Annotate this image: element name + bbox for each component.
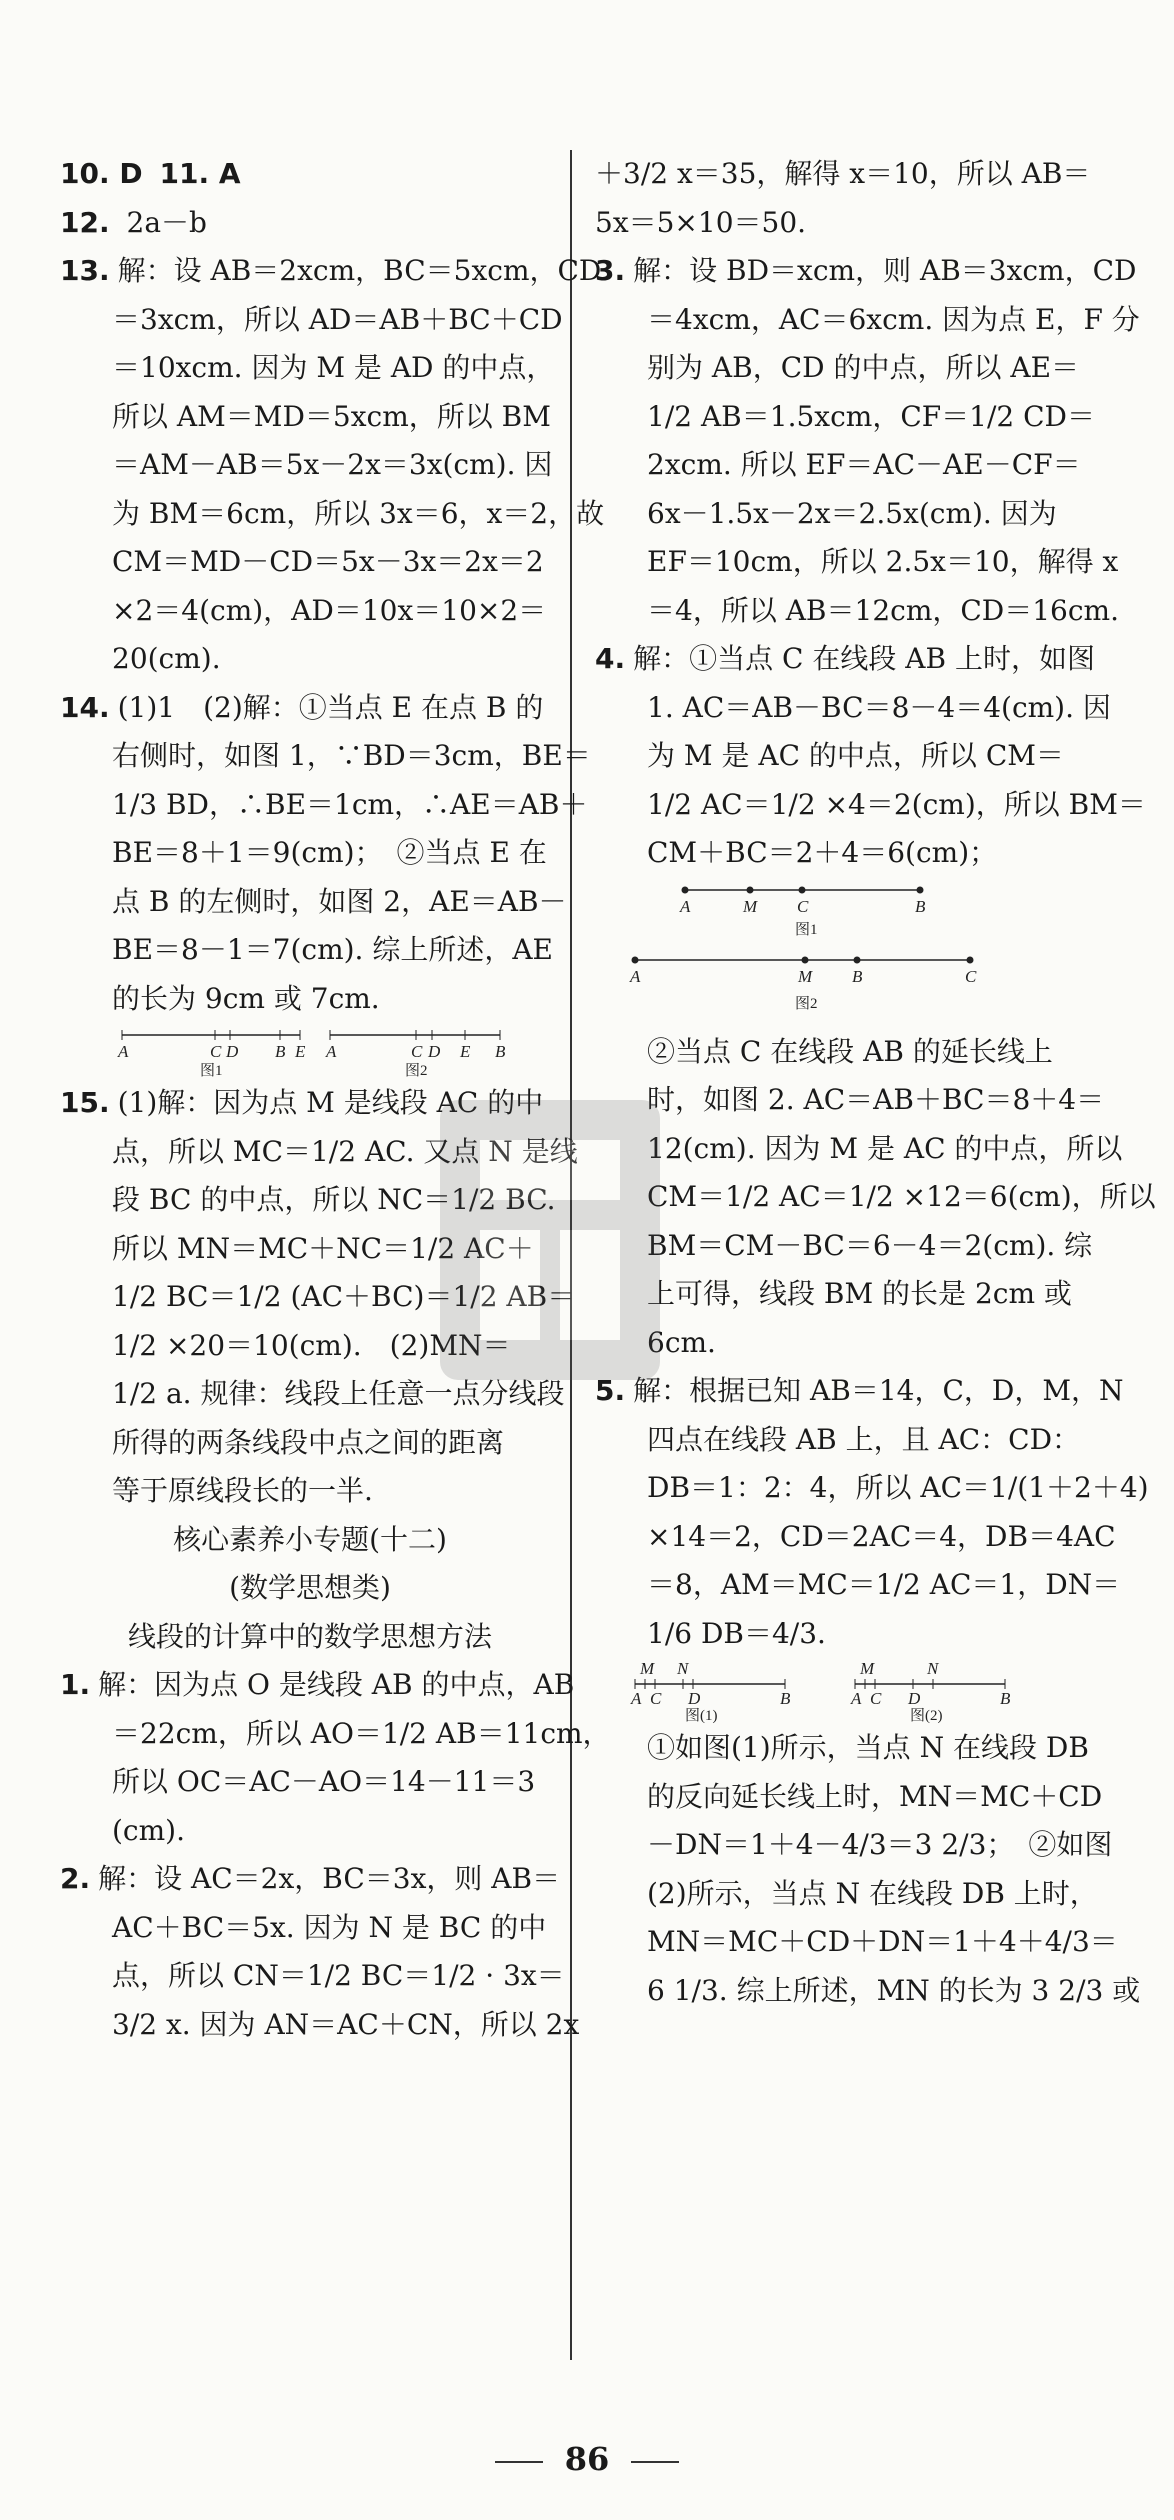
special-5-line: 解：根据已知 AB＝14，C，D，M，N <box>633 1374 1124 1407</box>
answer-14-number: 14. <box>60 690 110 724</box>
special-5-line: ＝8，AM＝MC＝1/2 AC＝1，DN＝ <box>647 1568 1121 1601</box>
section-heading <box>60 1516 560 1662</box>
answer-11: 11. A <box>159 157 241 190</box>
fig4-2-label: A <box>630 966 641 986</box>
answer-13-line: 为 BM＝6cm，所以 3x＝6，x＝2，故 <box>112 496 605 530</box>
answer-13-line: 20(cm). <box>112 642 221 675</box>
fig5-1-label: B <box>780 1689 791 1708</box>
answer-13-line: 解：设 AB＝2xcm，BC＝5xcm，CD <box>117 254 602 287</box>
special-2-line: 3/2 x. 因为 AN＝AC＋CN，所以 2x <box>112 2007 580 2041</box>
answer-13-line: ＝3xcm，所以 AD＝AB＋BC＋CD <box>112 302 563 336</box>
answer-14-line: 点 B 的左侧时，如图 2，AE＝AB－ <box>112 884 567 918</box>
answer-13 <box>60 247 605 684</box>
fig5-2-label-top: N <box>927 1659 939 1678</box>
answer-15-line: 所以 MN＝MC＋NC＝1/2 AC＋ <box>112 1231 534 1265</box>
special-1-line: 所以 OC＝AC－AO＝14－11＝3 <box>112 1765 536 1798</box>
fig5-2-label: A <box>851 1689 862 1708</box>
fig5-1-label: C <box>650 1689 662 1708</box>
answer-14-line: 1/3 BD，∴BE＝1cm，∴AE＝AB＋ <box>112 787 588 821</box>
answer-14 <box>60 684 591 1024</box>
fig4-2-caption: 图2 <box>795 995 818 1012</box>
answer-15-number: 15. <box>60 1086 110 1119</box>
special-5-line: 1/6 DB＝4/3. <box>647 1616 826 1650</box>
fig14-1-label: A <box>118 1042 129 1061</box>
special-4-cont-line: BM＝CM－BC＝6－4＝2(cm). 综 <box>647 1228 1093 1262</box>
fig4-1-label: M <box>743 896 758 916</box>
figure-14 <box>60 1023 510 1079</box>
special-2-cont-line: 5x＝5×10＝50. <box>595 205 807 239</box>
answer-10: 10. D <box>60 157 143 190</box>
special-4-cont-line: 时，如图 2. AC＝AB＋BC＝8＋4＝ <box>647 1083 1105 1116</box>
special-4-number: 4. <box>595 642 626 675</box>
fig14-1-label: E <box>295 1042 306 1061</box>
special-2-line: AC＋BC＝5x. 因为 N 是 BC 的中 <box>112 1910 547 1944</box>
page-number: 86 <box>564 2440 610 2478</box>
special-4-cont-line: ②当点 C 在线段 AB 的延长线上 <box>647 1034 1053 1068</box>
fig5-2-caption: 图(2) <box>910 1708 943 1724</box>
answer-13-number: 13. <box>60 254 110 287</box>
answer-10-11 <box>60 150 560 199</box>
special-answer-2 <box>60 1855 580 2049</box>
special-2-number: 2. <box>60 1862 91 1895</box>
answer-15-line: 1/2 a. 规律：线段上任意一点分线段 <box>112 1377 565 1410</box>
answer-15-line: 1/2 BC＝1/2 (AC＋BC)＝1/2 AB＝ <box>112 1280 576 1313</box>
answer-12-text: 2a－b <box>126 205 207 239</box>
fig5-1-label: A <box>631 1689 642 1708</box>
answer-13-line: ＝AM－AB＝5x－2x＝3x(cm). 因 <box>112 448 553 481</box>
fig14-1-label: D <box>226 1042 239 1061</box>
figure-5 <box>595 1658 1070 1724</box>
answer-12-number: 12. <box>60 205 110 239</box>
section-title: 核心素养小专题(十二) <box>173 1522 447 1556</box>
answer-13-line: 所以 AM＝MD＝5xcm，所以 BM <box>112 399 551 433</box>
special-answer-2-continued <box>595 150 1091 247</box>
special-answer-5 <box>595 1367 1149 1658</box>
watermark-stamp <box>420 1080 680 1400</box>
answer-13-line: ×2＝4(cm)，AD＝10x＝10×2＝ <box>112 593 547 627</box>
answer-15-line: 所得的两条线段中点之间的距离 <box>112 1425 505 1459</box>
section-topic: 线段的计算中的数学思想方法 <box>127 1619 492 1653</box>
special-answer-4 <box>595 635 1146 878</box>
special-4-cont-line: CM＝1/2 AC＝1/2 ×12＝6(cm)，所以 <box>647 1180 1156 1213</box>
answer-15-line: 1/2 ×20＝10(cm). (2)MN＝ <box>112 1328 511 1362</box>
special-5-line: DB＝1：2：4，所以 AC＝1/(1＋2＋4) <box>647 1471 1149 1504</box>
fig14-2-label: B <box>495 1042 506 1061</box>
fig5-1-caption: 图(1) <box>685 1708 718 1724</box>
special-answer-1 <box>60 1661 611 1855</box>
answer-15-line: 等于原线段长的一半. <box>112 1474 373 1507</box>
fig14-2-caption: 图2 <box>405 1063 428 1079</box>
special-3-number: 3. <box>595 254 626 287</box>
special-3-line: EF＝10cm，所以 2.5x＝10，解得 x <box>647 545 1119 578</box>
fig4-2-label: M <box>798 966 813 986</box>
figure-4 <box>595 878 1070 1028</box>
special-5-cont-line: 的反向延长线上时，MN＝MC＋CD <box>647 1779 1103 1813</box>
fig5-1-label-top: M <box>640 1659 655 1678</box>
fig4-1-label: C <box>797 896 809 916</box>
special-4-cont-line: 上可得，线段 BM 的长是 2cm 或 <box>647 1277 1072 1310</box>
answer-14-line: (1)1 (2)解：①当点 E 在点 B 的 <box>117 690 544 724</box>
section-subtitle: (数学思想类) <box>229 1571 391 1604</box>
special-answer-3 <box>595 247 1140 635</box>
special-4-cont-line: 12(cm). 因为 M 是 AC 的中点，所以 <box>647 1131 1123 1165</box>
special-5-cont-line: ①如图(1)所示，当点 N 在线段 DB <box>647 1731 1089 1764</box>
special-2-line: 点，所以 CN＝1/2 BC＝1/2 · 3x＝ <box>112 1959 565 1992</box>
special-1-line: ＝22cm，所以 AO＝1/2 AB＝11cm， <box>112 1716 611 1750</box>
special-4-line: 解：①当点 C 在线段 AB 上时，如图 <box>633 642 1095 675</box>
special-5-line: 四点在线段 AB 上，且 AC：CD： <box>647 1422 1081 1456</box>
special-5-cont-line: (2)所示，当点 N 在线段 DB 上时， <box>647 1876 1098 1910</box>
special-1-line: (cm). <box>112 1813 185 1847</box>
special-3-line: 1/2 AB＝1.5xcm，CF＝1/2 CD＝ <box>647 399 1096 433</box>
fig5-1-label-top: N <box>677 1659 689 1678</box>
special-5-line: ×14＝2，CD＝2AC＝4，DB＝4AC <box>647 1519 1116 1553</box>
fig4-2-label: B <box>852 966 863 986</box>
special-3-line: ＝4，所以 AB＝12cm，CD＝16cm. <box>647 593 1120 627</box>
answer-14-line: BE＝8＋1＝9(cm)； ②当点 E 在 <box>112 836 547 869</box>
fig5-1-label: D <box>688 1689 701 1708</box>
fig4-1-caption: 图1 <box>795 921 818 938</box>
special-4-line: 1/2 AC＝1/2 ×4＝2(cm)，所以 BM＝ <box>647 787 1146 821</box>
special-3-line: 6x－1.5x－2x＝2.5x(cm). 因为 <box>647 496 1057 530</box>
answer-13-line: CM＝MD－CD＝5x－3x＝2x＝2 <box>112 545 544 578</box>
fig14-2-label: D <box>428 1042 441 1061</box>
answer-12 <box>60 199 560 248</box>
special-5-cont-line: MN＝MC＋CD＋DN＝1＋4＋4/3＝ <box>647 1925 1118 1958</box>
special-1-number: 1. <box>60 1668 91 1701</box>
answer-14-line: 右侧时，如图 1，∵BD＝3cm，BE＝ <box>112 739 591 772</box>
special-4-line: 为 M 是 AC 的中点，所以 CM＝ <box>647 739 1064 772</box>
fig14-2-label: E <box>460 1042 471 1061</box>
special-2-cont-line: ＋3/2 x＝35，解得 x＝10，所以 AB＝ <box>595 157 1091 190</box>
special-2-line: 解：设 AC＝2x，BC＝3x，则 AB＝ <box>98 1862 561 1895</box>
special-answer-5-continued <box>595 1724 1141 2015</box>
special-4-line: CM＋BC＝2＋4＝6(cm)； <box>647 836 998 869</box>
answer-15-line: 段 BC 的中点，所以 NC＝1/2 BC. <box>112 1183 556 1216</box>
fig5-2-label: B <box>1000 1689 1011 1708</box>
fig5-2-label: C <box>870 1689 882 1708</box>
fig4-2-label: C <box>965 966 977 986</box>
answer-13-line: ＝10xcm. 因为 M 是 AD 的中点， <box>112 351 555 384</box>
special-3-line: ＝4xcm，AC＝6xcm. 因为点 E，F 分 <box>647 302 1140 336</box>
special-4-line: 1. AC＝AB－BC＝8－4＝4(cm). 因 <box>647 690 1111 724</box>
fig14-2-label: C <box>411 1042 423 1061</box>
special-5-cont-line: －DN＝1＋4－4/3＝3 2/3； ②如图 <box>647 1828 1113 1861</box>
fig14-1-label: C <box>210 1042 222 1061</box>
fig14-1-caption: 图1 <box>200 1063 223 1079</box>
answer-14-line: 的长为 9cm 或 7cm. <box>112 981 380 1015</box>
special-1-line: 解：因为点 O 是线段 AB 的中点，AB <box>98 1668 575 1701</box>
fig4-1-label: B <box>915 896 926 916</box>
special-3-line: 别为 AB，CD 的中点，所以 AE＝ <box>647 351 1080 384</box>
special-5-cont-line: 6 1/3. 综上所述，MN 的长为 3 2/3 或 <box>647 1973 1141 2007</box>
special-4-cont-line: 6cm. <box>647 1325 716 1359</box>
special-5-number: 5. <box>595 1374 626 1407</box>
page-footer <box>0 2440 1174 2478</box>
fig5-2-label-top: M <box>860 1659 875 1678</box>
fig4-1-label: A <box>680 896 691 916</box>
special-3-line: 2xcm. 所以 EF＝AC－AE－CF＝ <box>647 448 1081 481</box>
answer-15-line: 点，所以 MC＝1/2 AC. 又点 N 是线 <box>112 1134 578 1168</box>
fig14-1-label: B <box>275 1042 286 1061</box>
fig5-2-label: D <box>908 1689 921 1708</box>
special-3-line: 解：设 BD＝xcm，则 AB＝3xcm，CD <box>633 254 1137 287</box>
fig14-2-label: A <box>326 1042 337 1061</box>
answer-15-line: (1)解：因为点 M 是线段 AC 的中 <box>117 1086 544 1119</box>
answer-14-line: BE＝8－1＝7(cm). 综上所述，AE <box>112 933 554 966</box>
footer-dash <box>631 2461 679 2463</box>
footer-dash <box>495 2461 543 2463</box>
